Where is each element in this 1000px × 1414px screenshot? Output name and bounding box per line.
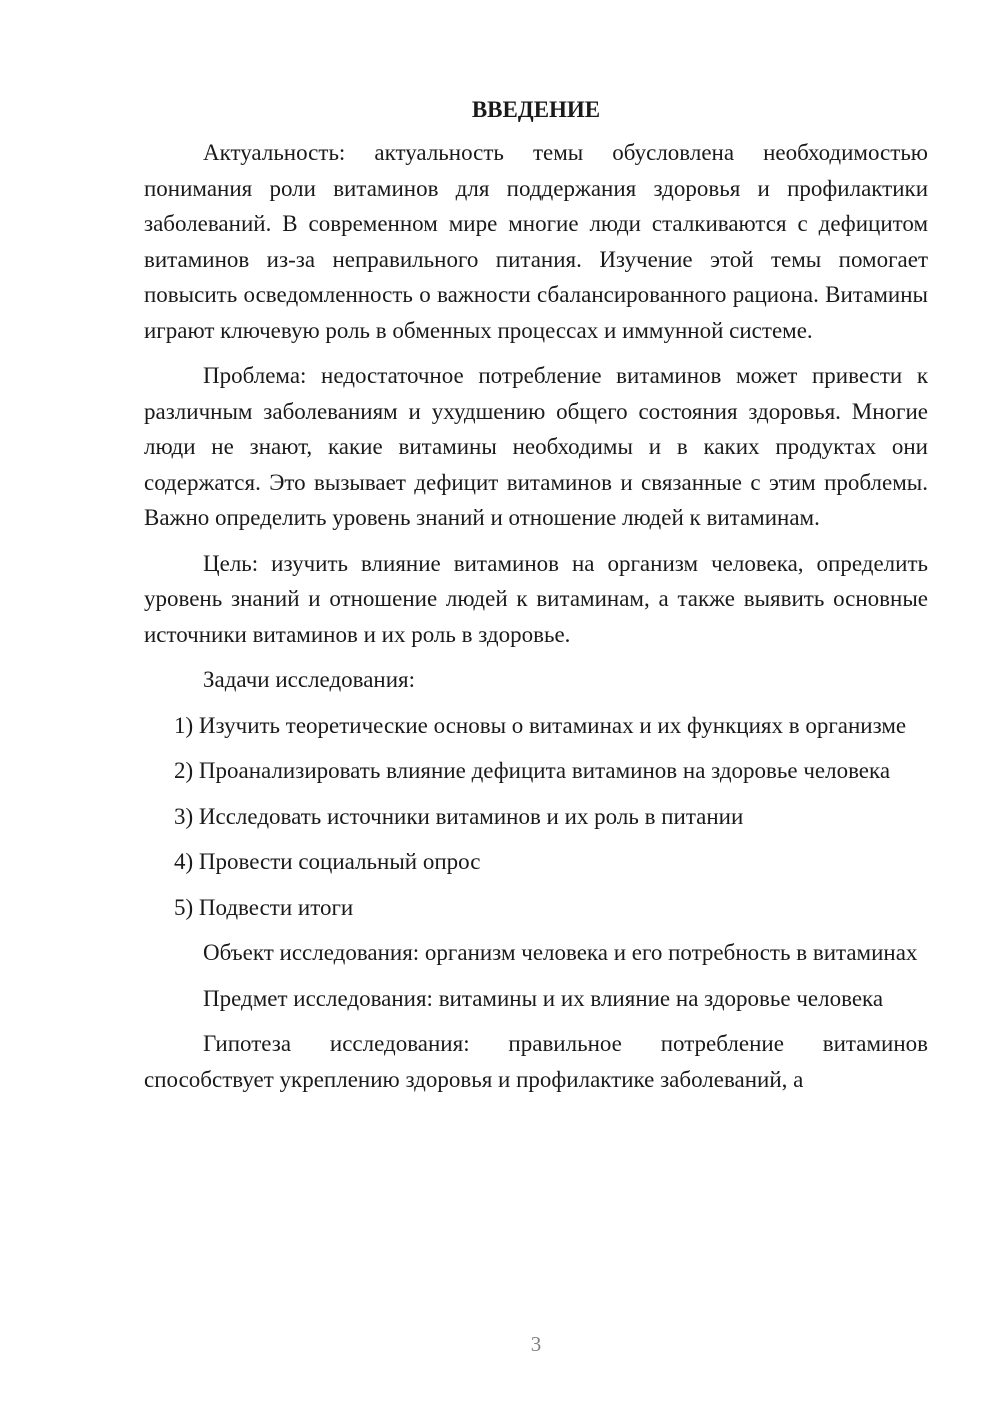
paragraph-problem: Проблема: недостаточное потребление витаминов может привести к различным заболеваниям и ухудшению общего состояния здоровья. Многие люди не знают, какие витамины необходимы и в каких продуктах они содержатся. Это вызывает дефицит витаминов и связанные с этим проблемы. Важно определить уровень знаний и отношение людей к витаминам.	[144, 363, 928, 530]
paragraph-object: Объект исследования: организм человека и его потребность в витаминах	[203, 940, 918, 965]
paragraph-subject: Предмет исследования: витамины и их влияние на здоровье человека	[203, 985, 884, 1011]
section-heading: ВВЕДЕНИЕ	[471, 97, 601, 122]
task-item: 3) Исследовать источники витаминов и их роль в питании	[174, 803, 744, 829]
task-item: 2) Проанализировать влияние дефицита витаминов на здоровье человека	[174, 758, 891, 783]
task-item: 4) Провести социальный опрос	[174, 849, 481, 874]
task-item: 1) Изучить теоретические основы о витаминах и их функциях в организме	[174, 712, 907, 738]
paragraph-goal: Цель: изучить влияние витаминов на организм человека, определить уровень знаний и отношение людей к витаминам, а также выявить основные источники витаминов и их роль в здоровье.	[144, 550, 928, 647]
paragraph-hypothesis: Гипотеза исследования: правильное потребление витаминов способствует укреплению здоровья и профилактике заболеваний, а	[144, 1031, 928, 1092]
page-number: 3	[530, 1332, 542, 1356]
paragraph-tasks-title: Задачи исследования:	[203, 667, 416, 692]
paragraph-relevance: Актуальность: актуальность темы обусловлена необходимостью понимания роли витаминов для поддержания здоровья и профилактики заболеваний. В современном мире многие люди сталкиваются с дефицитом витаминов из-за неправильного питания. Изучение этой темы помогает повысить осведомленность о важности сбалансированного рациона. Витамины играют ключевую роль в обменных процессах и иммунной системе.	[144, 140, 928, 343]
page-content	[144, 92, 928, 1107]
task-list	[144, 708, 928, 926]
task-item: 5) Подвести итоги	[174, 894, 354, 920]
